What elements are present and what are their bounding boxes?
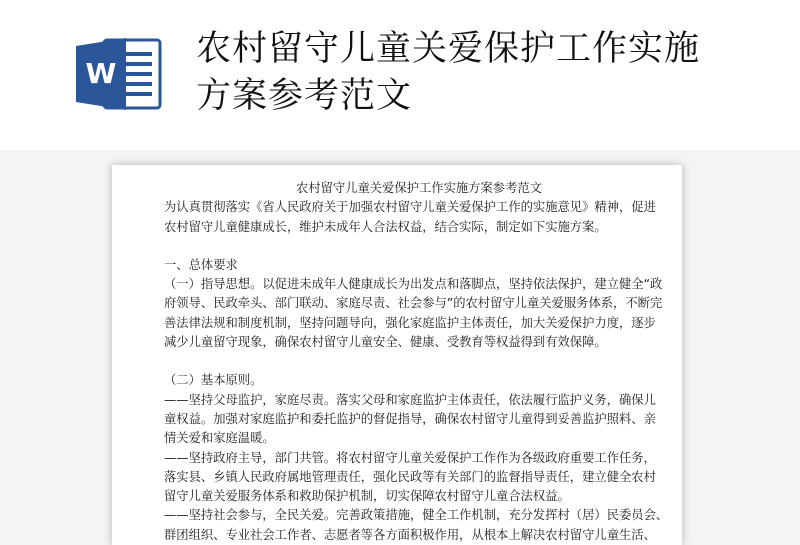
document-line: 落实县、乡镇人民政府属地管理责任，强化民政等有关部门的监督指导责任，建立健全农村 <box>164 469 656 484</box>
document-line: 减少儿童留守现象，确保农村留守儿童安全、健康、受教育等权益得到有效保障。 <box>164 335 607 350</box>
document-line: 群团组织、专业社会工作者、志愿者等各方面积极作用，从根本上解决农村留守儿童生活、 <box>164 527 656 542</box>
document-line: ——坚持父母监护，家庭尽责。落实父母和家庭监护主体责任，依法履行监护义务，确保儿 <box>164 392 656 407</box>
word-icon-letter: W <box>85 57 117 90</box>
title-line-1: 农村留守儿童关爱保护工作实施 <box>196 29 701 69</box>
blank-line <box>164 352 674 371</box>
document-line: 童权益。加强对家庭监护和委托监护的督促指导，确保农村留守儿童得到妥善监护照料、亲 <box>164 411 656 426</box>
document-line: （一）指导思想。以促进未成年人健康成长为出发点和落脚点，坚持依法保护，建立健全“政 <box>164 277 663 292</box>
document-line: （二）基本原则。 <box>164 373 263 388</box>
document-line: ——坚持政府主导，部门共管。将农村留守儿童关爱保护工作作为各级政府重要工作任务， <box>164 450 656 465</box>
document-text <box>164 198 674 545</box>
document-line: ——坚持社会参与，全民关爱。完善政策措施，健全工作机制，充分发挥村（居）民委员会、 <box>164 508 669 523</box>
document-line: 留守儿童关爱服务体系和救助保护机制，切实保障农村留守儿童合法权益。 <box>164 489 570 504</box>
document-line: 善法律法规和制度机制，坚持问题导向，强化家庭监护主体责任，加大关爱保护力度，逐步 <box>164 315 656 330</box>
document-line: 农村留守儿童健康成长，维护未成年人合法权益，结合实际，制定如下实施方案。 <box>164 219 607 234</box>
document-line: 一、总体要求 <box>164 257 238 272</box>
blank-line <box>164 237 674 256</box>
title-line-2: 方案参考范文 <box>196 76 413 116</box>
header-banner <box>0 0 800 150</box>
document-line: 为认真贯彻落实《省人民政府关于加强农村留守儿童关爱保护工作的实施意见》精神，促进 <box>164 200 656 215</box>
document-page <box>112 165 682 545</box>
document-line: 情关爱和家庭温暖。 <box>164 431 275 446</box>
page-title <box>196 26 786 120</box>
word-document-icon <box>76 36 164 112</box>
document-line: 府领导、民政牵头、部门联动、家庭尽责、社会参与”的农村留守儿童关爱服务体系，不断完 <box>164 296 663 311</box>
document-body <box>164 179 674 545</box>
document-title: 农村留守儿童关爱保护工作实施方案参考范文 <box>296 181 542 195</box>
